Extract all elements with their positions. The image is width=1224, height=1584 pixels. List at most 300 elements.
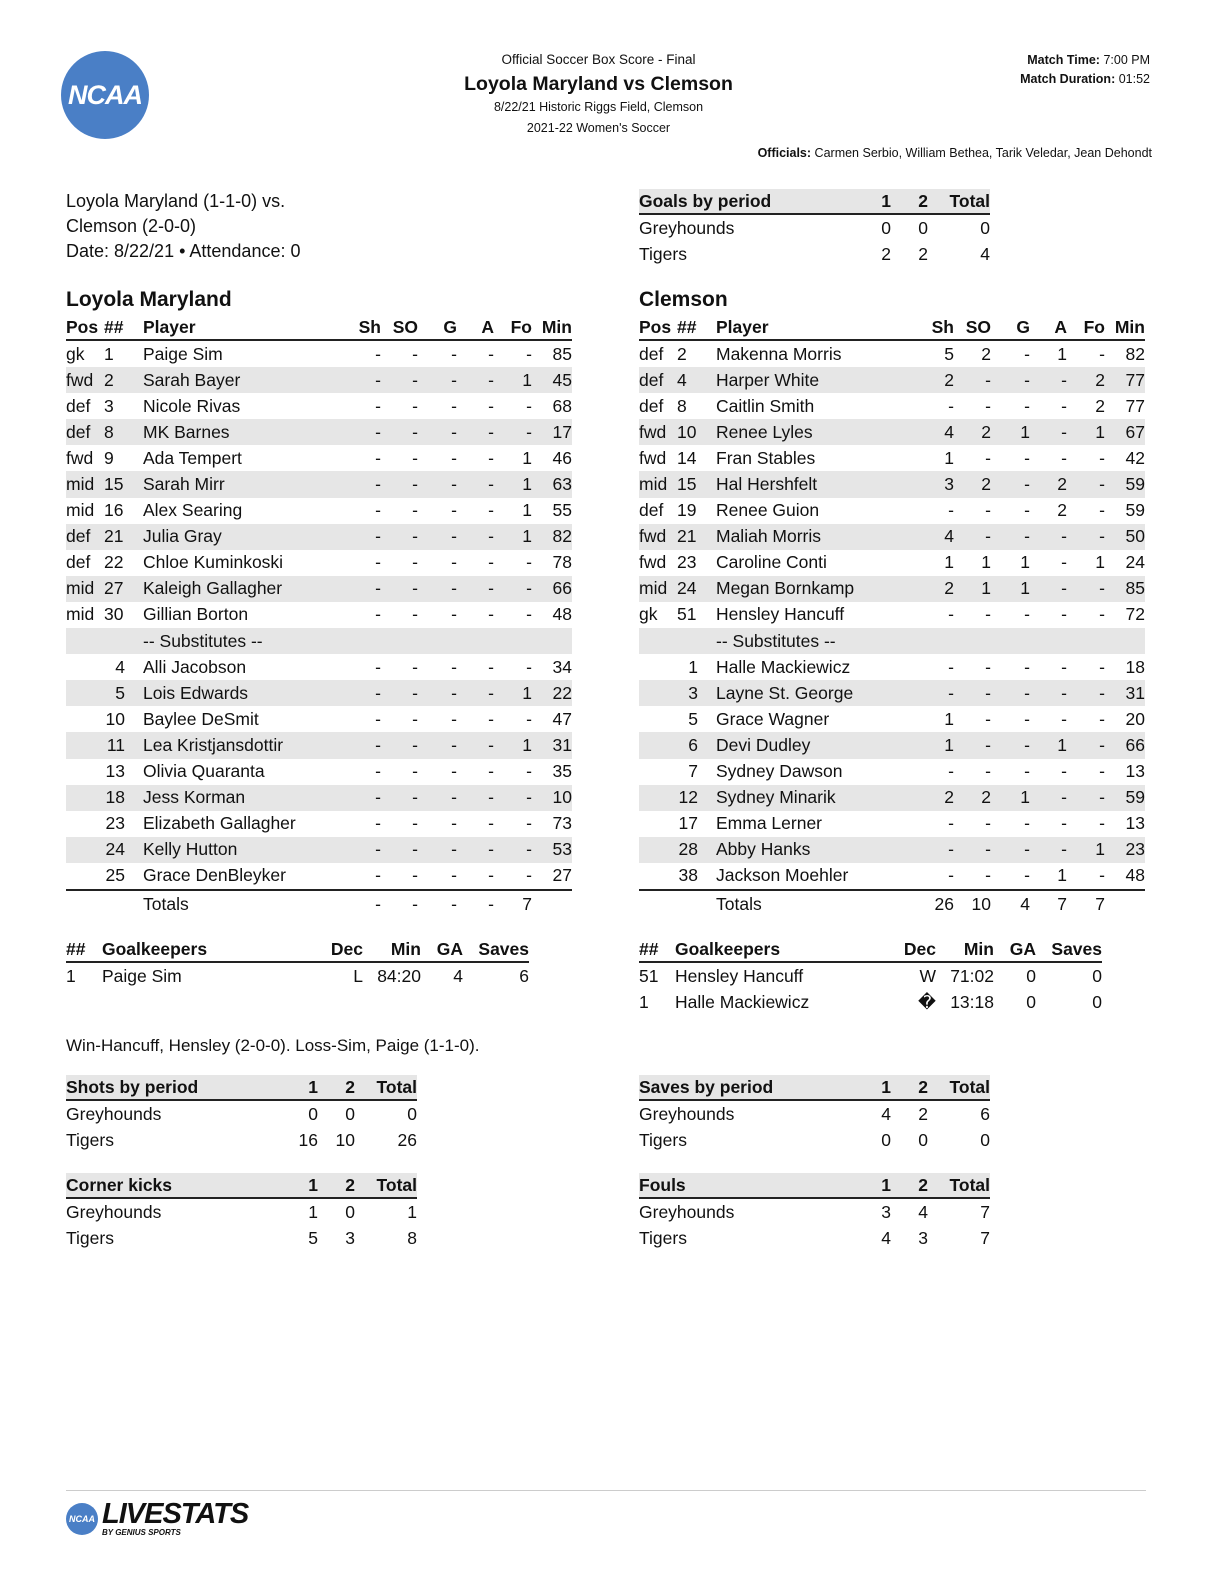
period-value: 3	[345, 1227, 355, 1248]
team-name-clemson: Clemson	[639, 288, 728, 311]
player-shots: -	[948, 813, 954, 834]
player-shots-on-goal: -	[381, 576, 418, 602]
player-goals: -	[1024, 656, 1030, 677]
player-row	[66, 498, 572, 524]
player-pos: def	[66, 419, 104, 445]
player-pos: def	[66, 524, 104, 550]
player-fouls: -	[1099, 708, 1105, 729]
period-row	[639, 1100, 990, 1127]
player-number: 27	[104, 576, 143, 602]
player-number: 4	[115, 656, 125, 677]
period-table	[639, 189, 990, 267]
team-label: Tigers	[639, 1129, 687, 1150]
period-table-title: Saves by period	[639, 1075, 839, 1100]
period-col-header: 2	[891, 1075, 928, 1100]
player-minutes: 20	[1125, 708, 1145, 729]
period-value: 3	[918, 1227, 928, 1248]
match-time-label: Match Time:	[1027, 53, 1100, 67]
player-fouls: 2	[1067, 367, 1105, 393]
player-goals: -	[1024, 813, 1030, 834]
player-goals: -	[991, 837, 1030, 863]
player-shots: -	[375, 343, 381, 364]
player-player: Kaleigh Gallagher	[143, 576, 343, 602]
player-fouls: -	[526, 343, 532, 364]
player-assists: -	[488, 708, 494, 729]
period-value: 0	[345, 1103, 355, 1124]
match-duration-label: Match Duration:	[1020, 72, 1116, 86]
player-goals: -	[991, 524, 1030, 550]
player-player: Jess Korman	[143, 785, 343, 811]
player-row	[66, 524, 572, 550]
player-goals: 1	[991, 785, 1030, 811]
player-shots-on-goal: -	[985, 656, 991, 677]
period-value: 8	[407, 1227, 417, 1248]
player-minutes: 68	[552, 395, 572, 416]
player-row	[639, 654, 1145, 680]
player-assists: -	[488, 656, 494, 677]
gk-number-header: ##	[66, 937, 102, 962]
player-goals: -	[451, 500, 457, 521]
goalkeepers-table	[639, 937, 1102, 1015]
player-goals: -	[418, 419, 457, 445]
player-shots-on-goal: -	[381, 837, 418, 863]
player-fouls: 1	[1095, 552, 1105, 573]
player-shots: -	[375, 500, 381, 521]
player-goals: -	[451, 552, 457, 573]
player-player: Jackson Moehler	[716, 865, 849, 886]
goalkeepers-table-loyola	[66, 937, 529, 989]
period-value: 3	[881, 1201, 891, 1222]
player-minutes: 59	[1105, 785, 1145, 811]
player-number: 38	[678, 865, 698, 886]
player-minutes: 73	[552, 813, 572, 834]
period-value: 4	[918, 1201, 928, 1222]
player-pos: mid	[66, 576, 104, 602]
player-number: 6	[677, 732, 716, 758]
period-value: 4	[881, 1103, 891, 1124]
player-row	[639, 524, 1145, 550]
player-shots: -	[375, 447, 381, 468]
gk-name-header: Goalkeepers	[102, 937, 302, 962]
match-duration	[1020, 72, 1150, 86]
player-minutes: 13	[1125, 761, 1145, 782]
player-pos	[66, 680, 104, 706]
player-shots: 3	[916, 471, 954, 497]
player-pos: mid	[66, 604, 95, 625]
player-number: 30	[104, 604, 124, 625]
player-pos	[639, 654, 677, 680]
player-minutes: 77	[1105, 367, 1145, 393]
player-row	[66, 576, 572, 602]
player-minutes: 27	[552, 865, 572, 886]
footer-divider	[66, 1490, 1146, 1491]
player-fouls: -	[526, 552, 532, 573]
player-fouls: -	[1099, 500, 1105, 521]
player-player: Chloe Kuminkoski	[143, 552, 284, 573]
period-header-row	[639, 189, 990, 214]
fouls-header: Fo	[494, 315, 532, 340]
player-shots: 4	[916, 524, 954, 550]
period-row	[66, 1225, 417, 1251]
player-fouls: -	[526, 604, 532, 625]
player-player: Abby Hanks	[716, 837, 916, 863]
player-shots-on-goal: -	[985, 395, 991, 416]
corner-kicks-table	[66, 1173, 417, 1251]
gk-number: 1	[639, 991, 649, 1012]
player-goals: -	[1024, 865, 1030, 886]
period-value: 0	[308, 1103, 318, 1124]
player-pos: mid	[66, 500, 95, 521]
period-value: 4	[980, 243, 990, 264]
player-goals: -	[1024, 708, 1030, 729]
player-row	[639, 785, 1145, 811]
period-value: 7	[980, 1227, 990, 1248]
player-assists: -	[457, 471, 494, 497]
period-value: 2	[918, 243, 928, 264]
player-goals: -	[418, 837, 457, 863]
player-player: Emma Lerner	[716, 813, 823, 834]
player-row	[66, 471, 572, 497]
player-number: 4	[677, 367, 716, 393]
period-table-title: Fouls	[639, 1173, 839, 1198]
player-number: 2	[677, 343, 687, 364]
player-pos: gk	[639, 604, 658, 625]
totals-row	[639, 890, 1145, 917]
player-shots: -	[343, 367, 381, 393]
player-goals: -	[451, 604, 457, 625]
player-fouls: -	[1067, 785, 1105, 811]
assists-header: A	[1030, 315, 1067, 340]
player-pos: fwd	[639, 524, 677, 550]
player-shots: 1	[944, 552, 954, 573]
player-shots: -	[948, 500, 954, 521]
player-number: 8	[104, 419, 143, 445]
player-pos	[639, 759, 677, 785]
player-player: Lois Edwards	[143, 680, 343, 706]
pos-header: Pos	[639, 315, 677, 340]
total-assists: 7	[1030, 890, 1067, 917]
player-minutes: 48	[552, 604, 572, 625]
player-number: 23	[105, 813, 125, 834]
player-minutes: 17	[532, 419, 572, 445]
period-value: 1	[407, 1201, 417, 1222]
player-fouls: -	[1067, 732, 1105, 758]
officials	[758, 146, 1152, 160]
player-number: 3	[104, 395, 114, 416]
player-minutes: 72	[1125, 604, 1145, 625]
player-row	[639, 340, 1145, 367]
player-row	[639, 367, 1145, 393]
player-assists: -	[1030, 785, 1067, 811]
player-shots: -	[375, 813, 381, 834]
player-player: Alli Jacobson	[143, 656, 247, 677]
period-row	[639, 214, 990, 241]
team-label: Greyhounds	[66, 1103, 162, 1124]
player-player: Hal Hershfelt	[716, 471, 916, 497]
player-minutes: 22	[532, 680, 572, 706]
player-player: Makenna Morris	[716, 343, 842, 364]
player-fouls: -	[1099, 343, 1105, 364]
player-number: 19	[677, 500, 697, 521]
gk-name: Paige Sim	[102, 965, 182, 986]
player-player: Caitlin Smith	[716, 395, 815, 416]
player-fouls: 1	[1067, 419, 1105, 445]
player-row	[639, 576, 1145, 602]
goalkeepers-table	[66, 937, 529, 989]
player-pos: def	[639, 500, 664, 521]
period-col-header: 2	[891, 1173, 928, 1198]
period-header-row	[66, 1173, 417, 1198]
roster-table-loyola	[66, 315, 572, 917]
period-col-header: 1	[839, 1075, 891, 1100]
pos-header: Pos	[66, 315, 104, 340]
player-fouls: -	[1099, 813, 1105, 834]
player-fouls: -	[1067, 524, 1105, 550]
player-player: Sarah Mirr	[143, 471, 343, 497]
player-fouls: 1	[494, 471, 532, 497]
player-assists: -	[457, 576, 494, 602]
livestats-logo-text: LIVESTATS	[102, 1498, 249, 1530]
player-fouls: -	[1099, 865, 1105, 886]
player-goals: -	[991, 680, 1030, 706]
gk-goals-against: 0	[1026, 991, 1036, 1012]
player-player: Grace DenBleyker	[143, 865, 286, 886]
player-minutes: 23	[1105, 837, 1145, 863]
player-player: Hensley Hancuff	[716, 604, 845, 625]
player-pos: def	[639, 367, 677, 393]
period-col-header: 1	[839, 1173, 891, 1198]
player-row	[639, 863, 1145, 890]
player-fouls: -	[494, 576, 532, 602]
player-pos: fwd	[639, 552, 667, 573]
totals-row	[66, 890, 572, 917]
player-minutes: 67	[1105, 419, 1145, 445]
player-goals: -	[1024, 500, 1030, 521]
period-row	[639, 1127, 990, 1153]
player-assists: -	[1061, 708, 1067, 729]
period-table-title: Corner kicks	[66, 1173, 266, 1198]
player-player: Baylee DeSmit	[143, 708, 259, 729]
player-shots-on-goal: -	[985, 708, 991, 729]
player-row	[639, 602, 1145, 628]
saves-by-period-table	[639, 1075, 990, 1153]
player-pos	[66, 732, 104, 758]
team-label: Greyhounds	[639, 217, 735, 238]
player-player: Gillian Borton	[143, 604, 249, 625]
player-shots: -	[948, 761, 954, 782]
player-shots: 2	[916, 367, 954, 393]
player-number: 1	[688, 656, 698, 677]
player-row	[639, 759, 1145, 785]
player-pos	[66, 654, 104, 680]
player-shots-on-goal: -	[412, 500, 418, 521]
player-assists: -	[488, 447, 494, 468]
player-minutes: 82	[532, 524, 572, 550]
player-shots: -	[375, 761, 381, 782]
player-fouls: 1	[522, 447, 532, 468]
gk-name: Hensley Hancuff	[675, 965, 804, 986]
gk-decision-header: Dec	[875, 937, 936, 962]
gk-decision: �	[918, 991, 936, 1012]
player-fouls: -	[526, 656, 532, 677]
player-shots-on-goal: -	[381, 367, 418, 393]
number-header: ##	[677, 315, 716, 340]
player-shots-on-goal: -	[954, 837, 991, 863]
player-player: Sarah Bayer	[143, 367, 343, 393]
player-shots: -	[343, 419, 381, 445]
player-goals: -	[1024, 343, 1030, 364]
player-shots-on-goal: -	[985, 447, 991, 468]
player-number: 10	[105, 708, 125, 729]
gk-decision-header: Dec	[302, 937, 363, 962]
team-label: Tigers	[66, 1227, 114, 1248]
player-goals: -	[1024, 395, 1030, 416]
player-pos: fwd	[66, 447, 94, 468]
team-label: Tigers	[66, 1129, 114, 1150]
roster-header-row	[66, 315, 572, 340]
period-row	[66, 1100, 417, 1127]
gk-number: 1	[66, 965, 76, 986]
player-assists: -	[1061, 761, 1067, 782]
period-col-header: 1	[266, 1075, 318, 1100]
player-number: 8	[677, 395, 687, 416]
player-goals: -	[418, 785, 457, 811]
player-goals: -	[1024, 604, 1030, 625]
period-value: 0	[881, 1129, 891, 1150]
player-shots: 1	[944, 447, 954, 468]
player-minutes: 53	[532, 837, 572, 863]
roster-header-row	[639, 315, 1145, 340]
player-shots: 4	[916, 419, 954, 445]
period-col-header: 2	[891, 189, 928, 214]
player-number: 17	[678, 813, 698, 834]
player-fouls: 2	[1095, 395, 1105, 416]
player-assists: -	[457, 367, 494, 393]
gk-minutes: 71:02	[950, 965, 994, 986]
player-minutes: 18	[1125, 656, 1145, 677]
player-shots: -	[375, 656, 381, 677]
player-number: 24	[104, 837, 143, 863]
player-pos: gk	[66, 343, 85, 364]
period-row	[639, 241, 990, 267]
player-fouls: -	[494, 837, 532, 863]
player-pos: fwd	[66, 367, 104, 393]
player-player: Sydney Minarik	[716, 785, 916, 811]
player-number: 7	[688, 761, 698, 782]
player-row	[66, 680, 572, 706]
player-assists: -	[488, 865, 494, 886]
shots-on-goal-header: SO	[381, 315, 418, 340]
player-assists: -	[488, 552, 494, 573]
goals-by-period-table	[639, 189, 990, 267]
period-col-header: Total	[928, 1173, 990, 1198]
gk-number: 51	[639, 965, 659, 986]
shots-on-goal-header: SO	[954, 315, 991, 340]
decision-note: Win-Hancuff, Hensley (2-0-0). Loss-Sim, Paige (1-1-0).	[66, 1036, 480, 1055]
player-pos: def	[66, 552, 91, 573]
player-goals: -	[991, 471, 1030, 497]
player-assists: -	[1030, 680, 1067, 706]
player-goals: -	[451, 865, 457, 886]
summary-line: Date: 8/22/21 • Attendance: 0	[66, 241, 301, 261]
gk-goals-against: 4	[453, 965, 463, 986]
player-shots: -	[916, 837, 954, 863]
period-value: 0	[407, 1103, 417, 1124]
player-shots: 2	[916, 576, 954, 602]
player-pos	[639, 785, 677, 811]
player-minutes: 24	[1125, 552, 1145, 573]
player-minutes: 85	[1105, 576, 1145, 602]
period-value: 0	[881, 217, 891, 238]
player-assists: -	[1061, 552, 1067, 573]
player-shots: -	[375, 708, 381, 729]
total-fouls: 7	[494, 890, 532, 917]
match-duration-value: 01:52	[1118, 72, 1150, 86]
player-pos	[66, 785, 104, 811]
player-minutes: 46	[552, 447, 572, 468]
period-value: 2	[918, 1103, 928, 1124]
period-value: 7	[980, 1201, 990, 1222]
gk-name-header: Goalkeepers	[675, 937, 875, 962]
ncaa-logo-text: NCAA	[68, 79, 142, 110]
gk-goals-against: 0	[1026, 965, 1036, 986]
player-number: 24	[677, 576, 716, 602]
officials-label: Officials:	[757, 146, 812, 160]
gk-goals-against-header: GA	[994, 937, 1036, 962]
player-fouls: -	[1099, 656, 1105, 677]
player-player: Devi Dudley	[716, 732, 916, 758]
player-goals: -	[418, 524, 457, 550]
player-player: Grace Wagner	[716, 708, 830, 729]
total-fouls: 7	[1067, 890, 1105, 917]
player-shots-on-goal: -	[412, 761, 418, 782]
player-row	[639, 732, 1145, 758]
player-shots: -	[375, 552, 381, 573]
period-value: 26	[397, 1129, 417, 1150]
player-fouls: -	[526, 813, 532, 834]
period-header-row	[639, 1075, 990, 1100]
player-goals: -	[418, 471, 457, 497]
player-shots-on-goal: 1	[981, 552, 991, 573]
player-pos	[639, 837, 677, 863]
player-shots: -	[375, 604, 381, 625]
period-value: 4	[881, 1227, 891, 1248]
player-row	[66, 550, 572, 576]
period-col-header: Total	[928, 189, 990, 214]
player-shots: 1	[944, 708, 954, 729]
player-player: Nicole Rivas	[143, 395, 241, 416]
gk-saves-header: Saves	[463, 937, 529, 962]
player-shots-on-goal: -	[954, 680, 991, 706]
player-pos	[66, 759, 104, 785]
player-row	[639, 393, 1145, 419]
player-number: 23	[677, 552, 697, 573]
player-row	[639, 550, 1145, 576]
period-value: 0	[980, 217, 990, 238]
player-number: 5	[104, 680, 143, 706]
player-shots: 2	[916, 785, 954, 811]
player-fouls: 1	[494, 732, 532, 758]
player-pos: def	[639, 343, 664, 364]
substitutes-row	[66, 628, 572, 654]
player-player: Renee Lyles	[716, 419, 916, 445]
team-label: Greyhounds	[639, 1103, 735, 1124]
player-shots: -	[948, 604, 954, 625]
team-label: Greyhounds	[639, 1201, 735, 1222]
player-shots: -	[948, 865, 954, 886]
minutes-header: Min	[532, 315, 572, 340]
gk-minutes-header: Min	[936, 937, 994, 962]
